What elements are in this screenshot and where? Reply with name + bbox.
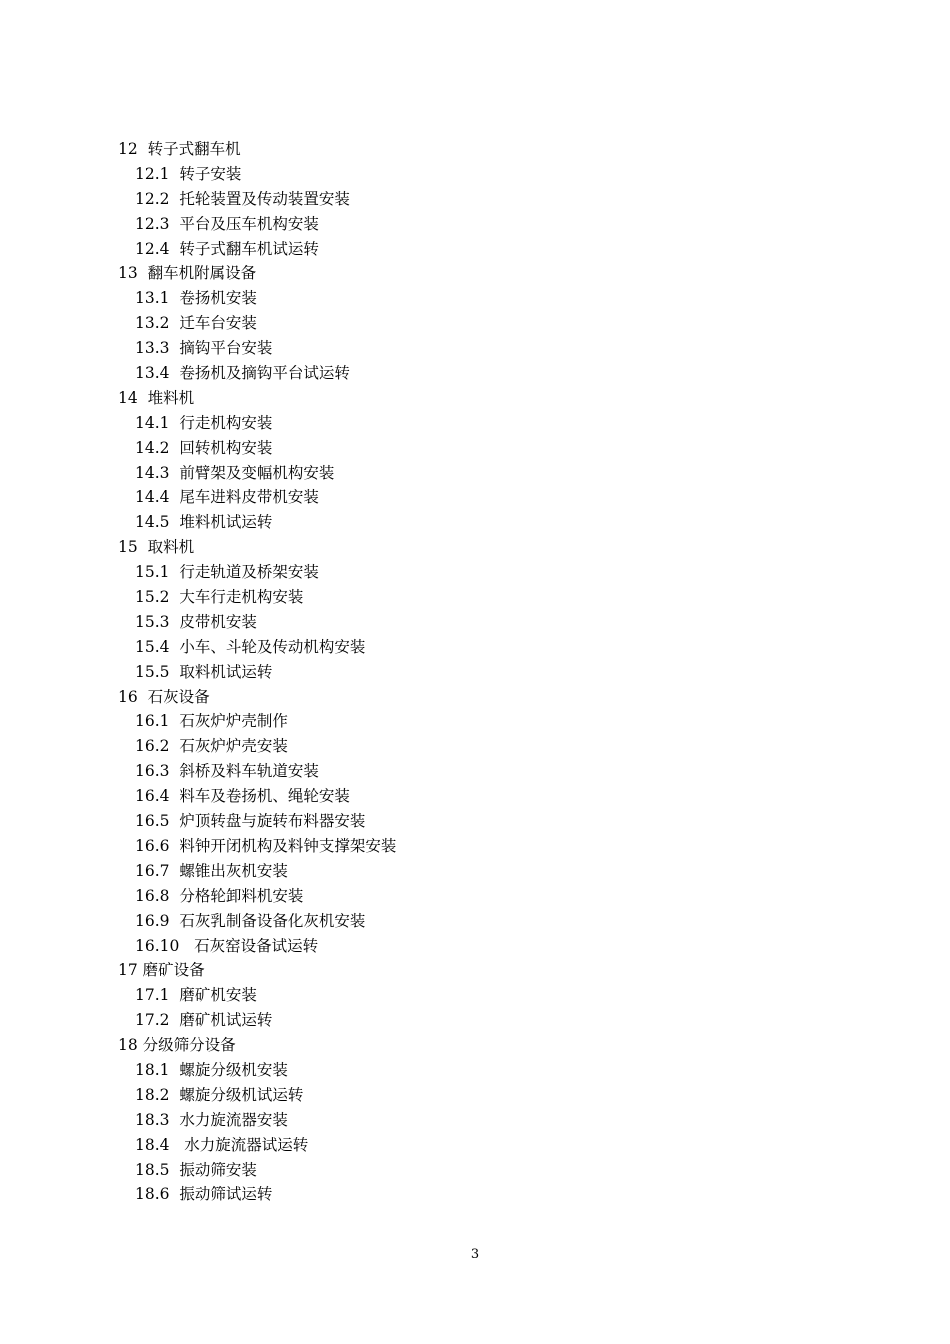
toc-separator <box>170 986 180 1004</box>
toc-number: 18.6 <box>135 1185 170 1204</box>
toc-subsection <box>118 1108 838 1133</box>
toc-separator <box>138 688 148 706</box>
toc-subsection <box>118 1058 838 1083</box>
toc-title: 炉顶转盘与旋转布料器安装 <box>179 812 366 831</box>
toc-title: 斜桥及料车轨道安装 <box>179 762 319 781</box>
toc-subsection <box>118 560 838 585</box>
toc-number: 16 <box>118 687 138 706</box>
toc-title: 振动筛安装 <box>179 1160 257 1179</box>
toc-separator <box>170 613 180 631</box>
toc-subsection <box>118 436 838 461</box>
toc-title: 振动筛试运转 <box>179 1185 273 1204</box>
toc-subsection <box>118 510 838 535</box>
toc-number: 12.2 <box>135 189 170 208</box>
toc-title: 取料机试运转 <box>179 662 273 681</box>
toc-separator <box>170 837 180 855</box>
toc-subsection <box>118 784 838 809</box>
toc-title: 堆料机 <box>147 388 195 407</box>
toc-separator <box>170 638 180 656</box>
toc-separator <box>170 588 180 606</box>
toc-title: 转子式翻车机试运转 <box>179 239 319 258</box>
toc-subsection <box>118 237 838 262</box>
toc-title: 平台及压车机构安装 <box>179 214 319 233</box>
toc-title: 分格轮卸料机安装 <box>179 886 304 905</box>
toc-separator <box>170 762 180 780</box>
toc-title: 螺旋分级机安装 <box>179 1060 288 1079</box>
toc-separator <box>170 862 180 880</box>
toc-number: 12 <box>118 140 138 158</box>
toc-separator <box>179 937 194 955</box>
table-of-contents <box>118 137 838 1207</box>
toc-subsection <box>118 809 838 834</box>
toc-separator <box>170 912 180 930</box>
toc-title: 摘钩平台安装 <box>179 339 273 358</box>
toc-number: 16.7 <box>135 861 170 880</box>
toc-section <box>118 535 838 560</box>
toc-title: 磨矿机试运转 <box>179 1011 273 1030</box>
toc-title: 迁车台安装 <box>179 314 257 333</box>
toc-section <box>118 386 838 411</box>
toc-separator <box>170 439 180 457</box>
toc-subsection <box>118 336 838 361</box>
toc-title: 石灰炉炉壳安装 <box>179 737 288 756</box>
toc-title: 堆料机试运转 <box>179 513 273 532</box>
toc-number: 12.3 <box>135 214 170 233</box>
toc-number: 16.10 <box>135 936 180 955</box>
toc-separator <box>170 339 180 357</box>
toc-title: 磨矿机安装 <box>179 986 257 1005</box>
toc-separator <box>170 513 180 531</box>
toc-number: 14.1 <box>135 413 170 432</box>
toc-number: 16.8 <box>135 886 170 905</box>
toc-title: 取料机 <box>147 538 195 557</box>
toc-number: 13.3 <box>135 339 170 358</box>
toc-number: 12.4 <box>135 239 170 258</box>
toc-number: 15 <box>118 538 138 557</box>
toc-separator <box>170 712 180 730</box>
toc-subsection <box>118 286 838 311</box>
toc-subsection <box>118 834 838 859</box>
toc-title: 卷扬机安装 <box>179 289 257 308</box>
toc-subsection <box>118 660 838 685</box>
toc-title: 转子安装 <box>179 164 242 183</box>
toc-section <box>118 958 838 983</box>
toc-separator <box>170 887 180 905</box>
toc-subsection <box>118 709 838 734</box>
toc-subsection <box>118 759 838 784</box>
toc-separator <box>170 1161 180 1179</box>
toc-number: 16.1 <box>135 712 170 731</box>
toc-title: 转子式翻车机 <box>147 140 241 158</box>
toc-number: 15.5 <box>135 662 170 681</box>
toc-subsection <box>118 212 838 237</box>
toc-title: 小车、斗轮及传动机构安装 <box>179 637 366 656</box>
toc-title: 回转机构安装 <box>179 438 273 457</box>
toc-separator <box>170 1011 180 1029</box>
toc-title: 皮带机安装 <box>179 612 257 631</box>
toc-subsection <box>118 361 838 386</box>
toc-number: 13.4 <box>135 364 170 383</box>
toc-number: 16.4 <box>135 787 170 806</box>
toc-number: 16.6 <box>135 836 170 855</box>
toc-number: 14 <box>118 388 138 407</box>
toc-title: 行走轨道及桥架安装 <box>179 563 319 582</box>
toc-title: 尾车进料皮带机安装 <box>179 488 319 507</box>
toc-number: 15.4 <box>135 637 170 656</box>
toc-separator <box>170 190 180 208</box>
toc-number: 17.1 <box>135 986 170 1005</box>
toc-title: 螺旋分级机试运转 <box>179 1085 304 1104</box>
toc-number: 15.1 <box>135 563 170 582</box>
toc-number: 13.2 <box>135 314 170 333</box>
toc-number: 13.1 <box>135 289 170 308</box>
toc-subsection <box>118 934 838 959</box>
toc-separator <box>170 314 180 332</box>
toc-subsection <box>118 734 838 759</box>
toc-number: 16.3 <box>135 762 170 781</box>
toc-number: 13 <box>118 264 138 283</box>
toc-subsection <box>118 983 838 1008</box>
toc-title: 料钟开闭机构及料钟支撑架安装 <box>179 836 397 855</box>
toc-subsection <box>118 311 838 336</box>
toc-number: 18 <box>118 1036 138 1055</box>
toc-title: 卷扬机及摘钩平台试运转 <box>179 364 350 383</box>
toc-number: 14.5 <box>135 513 170 532</box>
toc-separator <box>170 215 180 233</box>
toc-title: 大车行走机构安装 <box>179 588 304 607</box>
toc-separator <box>170 1136 185 1154</box>
toc-separator <box>170 737 180 755</box>
toc-subsection <box>118 1083 838 1108</box>
toc-subsection <box>118 635 838 660</box>
toc-title: 石灰乳制备设备化灰机安装 <box>179 911 366 930</box>
toc-number: 18.4 <box>135 1135 170 1154</box>
toc-separator <box>170 289 180 307</box>
toc-number: 16.5 <box>135 812 170 831</box>
toc-separator <box>170 663 180 681</box>
toc-title: 托轮装置及传动装置安装 <box>179 189 350 208</box>
toc-separator <box>170 165 180 183</box>
toc-separator <box>170 812 180 830</box>
toc-separator <box>170 240 180 258</box>
toc-number: 17.2 <box>135 1011 170 1030</box>
toc-title: 水力旋流器试运转 <box>184 1135 309 1154</box>
toc-number: 14.2 <box>135 438 170 457</box>
toc-section <box>118 137 838 162</box>
toc-subsection <box>118 859 838 884</box>
toc-separator <box>170 1185 180 1203</box>
toc-title: 石灰炉炉壳制作 <box>179 712 288 731</box>
toc-section <box>118 1033 838 1058</box>
toc-subsection <box>118 909 838 934</box>
toc-subsection <box>118 610 838 635</box>
toc-separator <box>138 264 148 282</box>
toc-subsection <box>118 162 838 187</box>
toc-section <box>118 261 838 286</box>
toc-title: 石灰窑设备试运转 <box>194 936 319 955</box>
toc-number: 15.3 <box>135 612 170 631</box>
toc-number: 14.3 <box>135 463 170 482</box>
toc-number: 18.1 <box>135 1060 170 1079</box>
toc-number: 16.2 <box>135 737 170 756</box>
toc-title: 螺锥出灰机安装 <box>179 861 288 880</box>
toc-subsection <box>118 461 838 486</box>
toc-separator <box>138 140 148 158</box>
toc-subsection <box>118 1133 838 1158</box>
toc-title: 行走机构安装 <box>179 413 273 432</box>
page-number: 3 <box>470 1247 480 1262</box>
toc-subsection <box>118 585 838 610</box>
toc-separator <box>170 414 180 432</box>
toc-separator <box>170 364 180 382</box>
toc-number: 18.2 <box>135 1085 170 1104</box>
toc-subsection <box>118 411 838 436</box>
toc-separator <box>170 1111 180 1129</box>
toc-number: 16.9 <box>135 911 170 930</box>
toc-separator <box>170 464 180 482</box>
toc-subsection <box>118 1182 838 1207</box>
toc-title: 前臂架及变幅机构安装 <box>179 463 335 482</box>
toc-separator <box>170 1061 180 1079</box>
toc-number: 18.5 <box>135 1160 170 1179</box>
toc-separator <box>170 787 180 805</box>
toc-separator <box>138 389 148 407</box>
toc-title: 翻车机附属设备 <box>147 264 257 283</box>
toc-separator <box>170 563 180 581</box>
toc-title: 磨矿设备 <box>142 961 205 980</box>
toc-number: 14.4 <box>135 488 170 507</box>
toc-subsection <box>118 187 838 212</box>
toc-separator <box>138 538 148 556</box>
toc-section <box>118 685 838 710</box>
toc-title: 料车及卷扬机、绳轮安装 <box>179 787 350 806</box>
toc-number: 12.1 <box>135 164 170 183</box>
toc-separator <box>170 488 180 506</box>
toc-title: 石灰设备 <box>147 687 210 706</box>
toc-title: 水力旋流器安装 <box>179 1110 288 1129</box>
toc-number: 15.2 <box>135 588 170 607</box>
toc-title: 分级筛分设备 <box>142 1036 236 1055</box>
toc-separator <box>170 1086 180 1104</box>
toc-subsection <box>118 884 838 909</box>
toc-number: 18.3 <box>135 1110 170 1129</box>
toc-subsection <box>118 485 838 510</box>
toc-subsection <box>118 1008 838 1033</box>
toc-subsection <box>118 1158 838 1183</box>
toc-number: 17 <box>118 961 138 980</box>
